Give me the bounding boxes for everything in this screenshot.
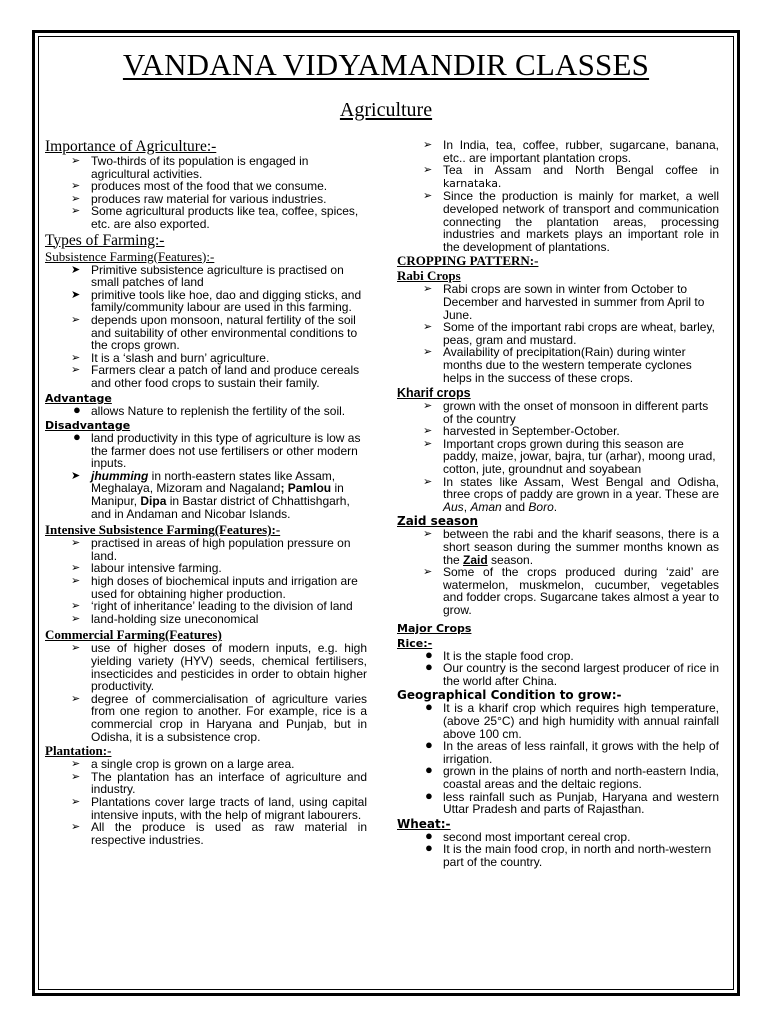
dot-bullet-icon: ●: [425, 762, 433, 778]
arrow-bullet-icon: ➢: [71, 600, 81, 613]
rice-list: [397, 646, 719, 688]
list-item: ● land productivity in this type of agriculture is low as the farmer does not use fertilisers or other modern inputs.: [73, 429, 361, 471]
list-item: ➢ depends upon monsoon, natural fertility of the soil and suitability of other environmental conditions to the crops grown.: [71, 312, 358, 353]
list-item: ➢ use of higher doses of modern inputs, e.g. high yielding variety (HYV) seeds, chemical fertilisers, insecticides and pesticides in order to obtain higher productivity.: [71, 641, 367, 694]
list-item: ● second most important cereal crop.: [425, 827, 631, 844]
plantation-heading: Plantation:-: [45, 743, 112, 759]
list-item: ➢ Farmers clear a patch of land and produce cereals and other food crops to sustain their family.: [71, 363, 360, 390]
arrow-bullet-icon: ➢: [71, 192, 81, 205]
list-item: ➢ Tea in Assam and North Bengal coffee in karnataka.: [423, 163, 719, 190]
arrow-bullet-icon: ➢: [71, 537, 81, 550]
importance-list: [45, 155, 367, 231]
list-item: ● Our country is the second largest producer of rice in the world after China.: [425, 659, 719, 688]
dot-bullet-icon: ●: [425, 787, 433, 803]
kharif-list: [397, 400, 719, 513]
list-item: ● It is the staple food crop.: [425, 646, 574, 663]
list-item: ➢ Some of the crops produced during ‘zaid’ are watermelon, muskmelon, cucumber, vegetables and fodder crops. Sugarcane takes almost a year to grow.: [423, 565, 719, 617]
list-item: ➢ Two-thirds of its population is engaged in agricultural activities.: [71, 154, 309, 181]
list-item: ➤ primitive tools like hoe, dao and digging sticks, and family/community labour are used in this farming.: [71, 287, 362, 315]
list-item: ➢ between the rabi and the kharif seasons, there is a short season during the summer months known as the Zaid season.: [423, 527, 719, 567]
list-item: ➢ labour intensive farming.: [71, 561, 222, 576]
list-item: ● In the areas of less rainfall, it grows with the help of irrigation.: [425, 737, 719, 766]
arrow-bullet-icon: ➢: [71, 562, 81, 575]
arrow-bullet-icon: ➢: [71, 313, 81, 326]
list-item: ➢ Plantations cover large tracts of land, using capital intensive inputs, with the help of migrant labourers.: [71, 794, 367, 822]
dot-bullet-icon: ●: [425, 840, 433, 856]
list-item: ➢ Since the production is mainly for market, a well developed network of transport and communication connecting the plantation areas, processing industries and markets plays an important role in the development of plantations.: [423, 189, 719, 254]
bold-arrow-bullet-icon: ➤: [71, 288, 81, 301]
arrow-bullet-icon: ➢: [423, 190, 433, 203]
bold-arrow-bullet-icon: ➤: [71, 263, 81, 276]
major-crops-heading: Major Crops: [397, 621, 472, 635]
list-item: ● It is the main food crop, in north and north-western part of the country.: [425, 840, 712, 869]
arrow-bullet-icon: ➢: [423, 566, 433, 579]
list-item: ➢ Important crops grown during this season are paddy, maize, jowar, bajra, tur (arhar), moong urad, cotton, jute, groundnut and soyabean: [423, 436, 716, 477]
dot-bullet-icon: ●: [73, 401, 81, 417]
wheat-heading: Wheat:-: [397, 816, 451, 831]
commercial-heading: Commercial Farming(Features): [45, 627, 222, 643]
bold-arrow-bullet-icon: ➤: [71, 469, 81, 482]
arrow-bullet-icon: ➢: [71, 612, 81, 625]
zaid-heading: Zaid season: [397, 514, 478, 529]
list-item: ➢ Rabi crops are sown in winter from October to December and harvested in summer from April to June.: [423, 282, 705, 322]
list-item: ● allows Nature to replenish the fertility of the soil.: [73, 401, 346, 418]
arrow-bullet-icon: ➢: [71, 155, 81, 167]
arrow-bullet-icon: ➢: [423, 400, 433, 413]
arrow-bullet-icon: ➢: [71, 758, 81, 771]
plantation-cont-list: [397, 139, 719, 253]
jhumming-list: [45, 470, 367, 520]
arrow-bullet-icon: ➢: [423, 164, 433, 177]
rabi-list: [397, 283, 719, 384]
right-column: [397, 139, 719, 869]
wheat-list: [397, 827, 719, 869]
list-item: ➢ In states like Assam, West Bengal and Odisha, three crops of paddy are grown in a year. These are Aus, Aman and Boro.: [423, 474, 719, 514]
arrow-bullet-icon: ➢: [71, 575, 81, 588]
geo-list: [397, 699, 719, 817]
types-heading: Types of Farming:-: [45, 231, 165, 249]
arrow-bullet-icon: ➢: [71, 642, 81, 655]
list-item: ➢ degree of commercialisation of agriculture varies from one region to another. For example, rice is a commercial crop in Haryana and Punjab, but in Odisha, it is a subsistence crop.: [71, 691, 367, 744]
list-item: ➢ practised in areas of high population pressure on land.: [71, 536, 351, 563]
arrow-bullet-icon: ➢: [423, 346, 433, 359]
list-item: ➢ The plantation has an interface of agriculture and industry.: [71, 769, 367, 797]
list-item: ➢ grown with the onset of monsoon in different parts of the country: [423, 399, 709, 426]
disadvantage-list: [45, 429, 367, 471]
list-item: ➢ produces most of the food that we consume.: [71, 179, 328, 194]
rabi-heading: Rabi Crops: [397, 268, 461, 284]
page-border: [32, 30, 740, 996]
subsistence-heading: Subsistence Farming(Features):-: [45, 248, 215, 264]
advantage-heading: Advantage: [45, 391, 112, 405]
dot-bullet-icon: ●: [425, 699, 433, 715]
commercial-list: [45, 642, 367, 743]
disadvantage-heading: Disadvantage: [45, 419, 131, 433]
dot-bullet-icon: ●: [73, 429, 81, 445]
list-item: ➢ harvested in September-October.: [423, 424, 620, 439]
left-column: [45, 137, 367, 846]
arrow-bullet-icon: ➢: [423, 321, 433, 334]
list-item: ➤ Primitive subsistence agriculture is practised on small patches of land: [71, 262, 344, 290]
list-item: ➢ a single crop is grown on a large area.: [71, 757, 295, 772]
dot-bullet-icon: ●: [425, 646, 433, 662]
list-item: ➢ Availability of precipitation(Rain) during winter months due to the western temperate cyclones helps in the success of these crops.: [423, 345, 692, 385]
advantage-list: [45, 401, 367, 418]
list-item: ➢ land-holding size uneconomical: [71, 611, 259, 626]
dot-bullet-icon: ●: [425, 659, 433, 675]
arrow-bullet-icon: ➢: [71, 180, 81, 193]
page-subtitle: Agriculture: [339, 99, 433, 121]
arrow-bullet-icon: ➢: [71, 205, 81, 218]
arrow-bullet-icon: ➢: [71, 364, 81, 377]
subsistence-list: [45, 264, 367, 390]
plantation-list: [45, 758, 367, 846]
importance-heading: Importance of Agriculture:-: [45, 138, 217, 155]
rice-heading: Rice:-: [397, 636, 433, 650]
arrow-bullet-icon: ➢: [71, 692, 81, 705]
list-item: ➢ ‘right of inheritance’ leading to the division of land: [71, 599, 353, 614]
intensive-heading: Intensive Subsistence Farming(Features):-: [45, 522, 281, 538]
arrow-bullet-icon: ➢: [423, 425, 433, 438]
geo-condition-heading: Geographical Condition to grow:-: [397, 688, 622, 703]
arrow-bullet-icon: ➢: [71, 795, 81, 808]
dot-bullet-icon: ●: [425, 737, 433, 753]
list-item: ➢ Some of the important rabi crops are wheat, barley, peas, gram and mustard.: [423, 320, 715, 347]
list-item: ➢ In India, tea, coffee, rubber, sugarcane, banana, etc.. are important plantation crops.: [423, 138, 719, 165]
arrow-bullet-icon: ➢: [71, 351, 81, 364]
dot-bullet-icon: ●: [425, 827, 433, 843]
list-item: ● grown in the plains of north and north-eastern India, coastal areas and the deltaic regions.: [425, 762, 719, 791]
cropping-heading: CROPPING PATTERN:-: [397, 253, 539, 269]
list-item: ● It is a kharif crop which requires high temperature, (above 25°C) and high humidity with annual rainfall above 100 cm.: [425, 699, 719, 741]
list-item: ➢ All the produce is used as raw material in respective industries.: [71, 820, 367, 847]
intensive-list: [45, 537, 367, 625]
arrow-bullet-icon: ➢: [423, 437, 433, 450]
zaid-list: [397, 528, 719, 616]
arrow-bullet-icon: ➢: [71, 770, 81, 783]
arrow-bullet-icon: ➢: [423, 283, 433, 296]
arrow-bullet-icon: ➢: [71, 821, 81, 834]
list-item: ➢ high doses of biochemical inputs and irrigation are used for obtaining higher production.: [71, 574, 358, 601]
list-item: ➢ Some agricultural products like tea, coffee, spices, etc. are also exported.: [71, 204, 359, 231]
arrow-bullet-icon: ➢: [423, 475, 433, 488]
kharif-heading: Kharif crops: [397, 386, 471, 401]
page-title: VANDANA VIDYAMANDIR CLASSES: [122, 47, 650, 82]
list-item: ➢ produces raw material for various industries.: [71, 191, 327, 206]
arrow-bullet-icon: ➢: [423, 139, 433, 151]
list-item: ● less rainfall such as Punjab, Haryana and western Uttar Pradesh and parts of Rajasthan.: [425, 787, 719, 817]
list-item: ➢ It is a ‘slash and burn’ agriculture.: [71, 350, 270, 365]
list-item: ➤ jhumming in north-eastern states like Assam, Meghalaya, Mizoram and Nagaland; Pamlou in Manipur, Dipa in Bastar district of Chhattishgarh, and in Andaman and Nicobar Islands.: [71, 468, 350, 521]
arrow-bullet-icon: ➢: [423, 528, 433, 541]
